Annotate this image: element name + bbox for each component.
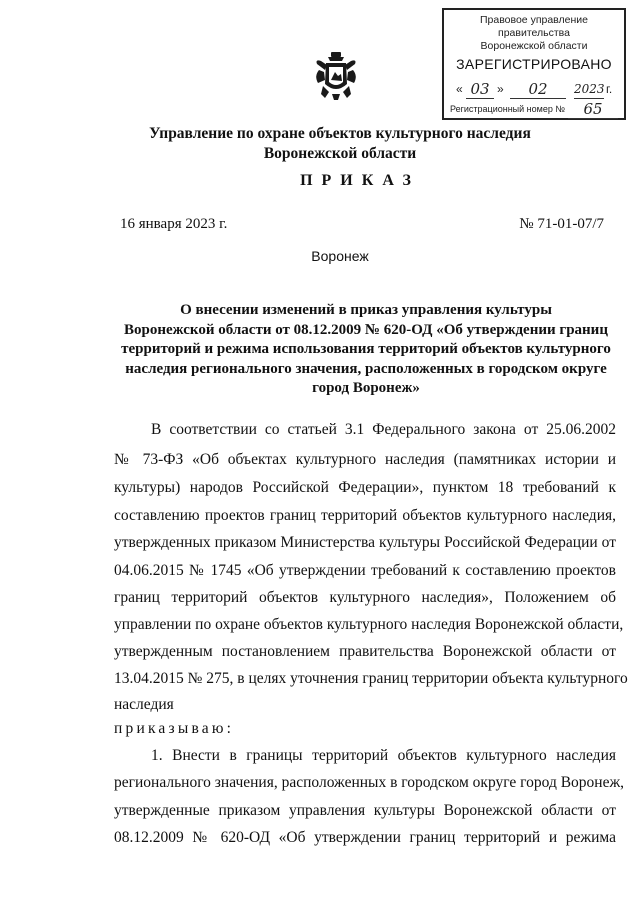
body-line: № 73-ФЗ «Об объектах культурного наследия (памятниках истории и [114,451,616,468]
body-line: составлению проектов границ территорий объектов культурного наследия, [114,507,616,524]
body-line: утвержденным постановлением правительства Воронежской области от [114,643,616,660]
subject-line4: наследия регионального значения, расположенных в городском округе [125,360,607,377]
stamp-quote-open: « [456,82,463,96]
stamp-month: 02 [510,80,566,99]
stamp-date [456,82,618,100]
body-line: В соответствии со статьей 3.1 Федерального закона от 25.06.2002 [151,421,616,438]
subject-line2: Воронежской области от 08.12.2009 № 620-ОД «Об утверждении границ [124,321,608,338]
subject-line5: город Воронеж» [312,380,420,396]
organization-name-line2: Воронежской области [263,145,417,162]
item1-line: регионального значения, расположенных в городском округе город Воронеж, [114,774,625,791]
order-subject [108,301,624,399]
body-line: утвержденных приказом Министерства культуры Российской Федерации от [114,534,616,551]
organization-name-line1: Управление по охране объектов культурного наследия [149,125,531,142]
stamp-registered-label: ЗАРЕГИСТРИРОВАНО [456,56,612,72]
document-type-title: ПРИКАЗ [300,172,420,189]
stamp-org-line2: Воронежской области [480,40,588,52]
order-number: № 71-01-07/7 [519,216,604,232]
stamp-reg-number-label: Регистрационный номер № [450,104,566,114]
body-line: границ территорий объектов культурного наследия», Положением об [114,589,616,606]
stamp-year-suffix: г. [606,82,613,96]
item1-line: 1. Внести в границы территорий объектов культурного наследия [151,747,616,764]
stamp-quote-close: » [497,82,504,96]
stamp-organization [444,14,624,53]
body-line: 04.06.2015 № 1745 «Об утверждении требований к составлению проектов [114,562,616,579]
order-verb: приказываю: [114,720,235,737]
stamp-reg-number: 65 [568,100,618,119]
order-city: Воронеж [311,248,369,264]
body-line: 13.04.2015 № 275, в целях уточнения границ территории объекта культурного [114,670,628,687]
subject-line3: территорий и режима использования территорий объектов культурного [121,341,611,357]
stamp-year: 2023 [574,80,604,99]
stamp-day: 03 [466,80,494,99]
stamp-org-line1: Правовое управление правительства [479,14,588,39]
body-line: управлении по охране объектов культурного наследия Воронежской области, [114,616,624,633]
stamp-reg-number-line [450,100,622,120]
item1-line: утвержденные приказом управления культуры Воронежской области от [114,802,616,819]
body-line: наследия [114,696,174,713]
subject-line1: О внесении изменений в приказ управления культуры [180,302,552,318]
body-line: культуры) народов Российской Федерации», пунктом 18 требований к [114,479,616,496]
order-date: 16 января 2023 г. [120,216,228,232]
coat-of-arms-icon [313,50,359,102]
registration-stamp [442,8,626,120]
item1-line: 08.12.2009 № 620-ОД «Об утверждении границ территорий и режима [114,829,616,846]
